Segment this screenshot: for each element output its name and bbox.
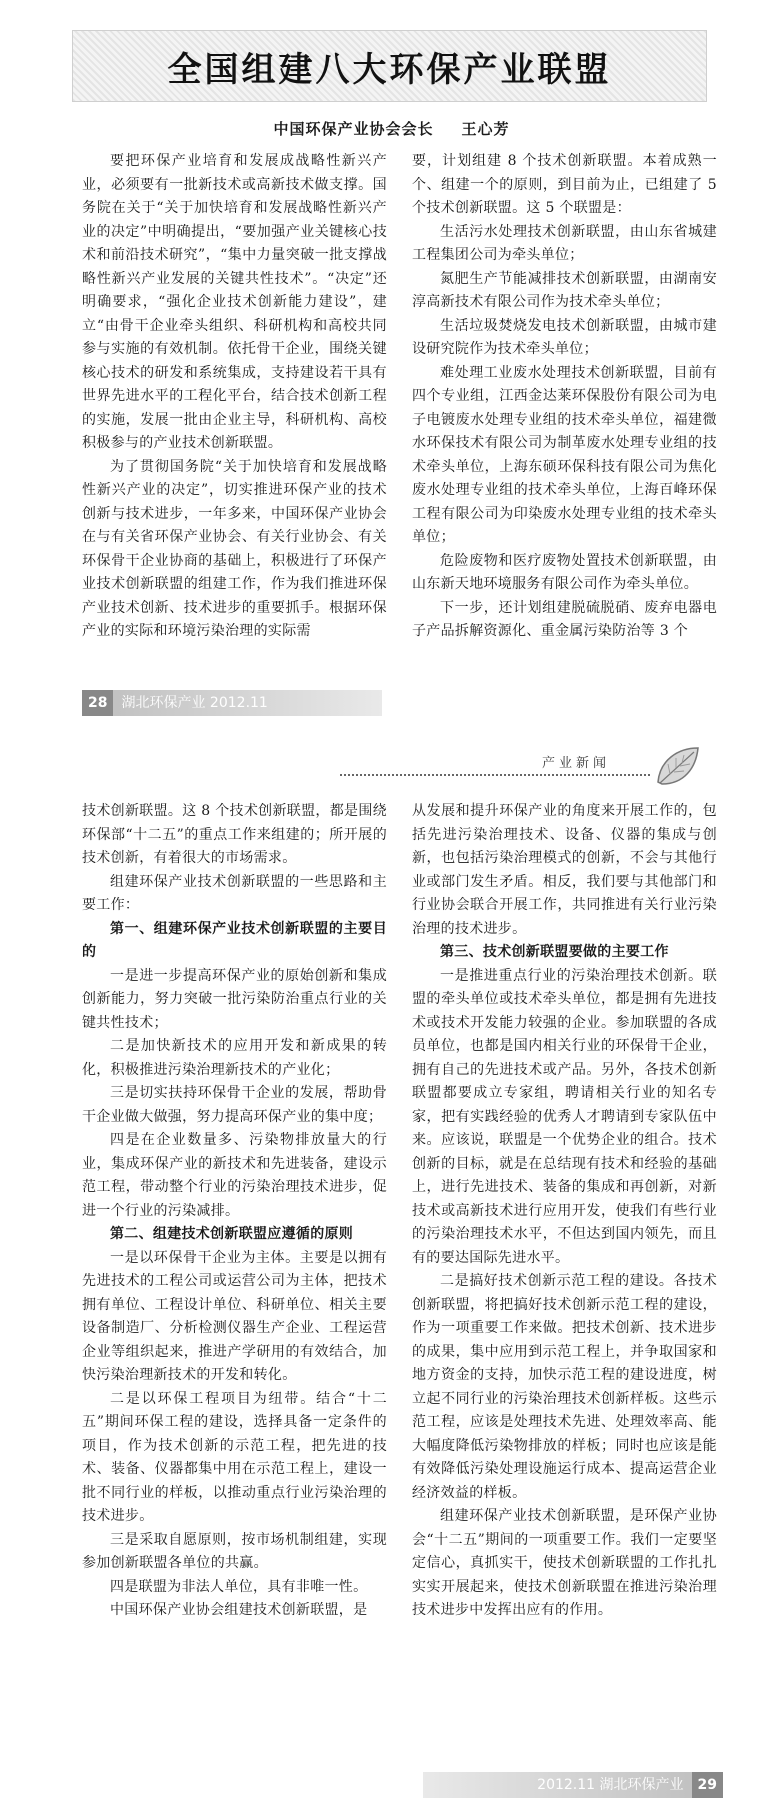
paragraph: 二是以环保工程项目为纽带。结合“十二五”期间环保工程的建设，选择具备一定条件的项目，作为技术创新的示范工程，把先进的技术、装备、仪器都集中用在示范工程上，建设一批不同行业的样板，以推动重点行业污染治理的技术进步。 <box>82 1390 387 1524</box>
column-bottom-right <box>412 800 717 1623</box>
section-heading: 第三、技术创新联盟要做的主要工作 <box>440 944 669 960</box>
section-heading: 第二、组建技术创新联盟应遵循的原则 <box>110 1226 354 1242</box>
paragraph: 一是进一步提高环保产业的原始创新和集成创新能力，努力突破一批污染防治重点行业的关键共性技术； <box>82 967 387 1031</box>
author-name: 王心芳 <box>461 120 510 138</box>
footer-label: 2012.11 湖北环保产业 <box>537 1777 684 1793</box>
paragraph: 中国环保产业协会组建技术创新联盟，是 <box>110 1602 368 1618</box>
paragraph: 一是推进重点行业的污染治理技术创新。联盟的牵头单位或技术牵头单位，都是拥有先进技术或技术开发能力较强的企业。参加联盟的各成员单位，也都是国内相关行业的环保骨干企业，拥有自己的先进技术或产品。另外，各技术创新联盟都要成立专家组，聘请相关行业的知名专家，把有实践经验的优秀人才聘请到专家队伍中来。应该说，联盟是一个优势企业的组合。技术创新的目标，就是在总结现有技术和经验的基础上，进行先进技术、装备的集成和再创新，对新技术或高新技术进行应用开发，使我们有些行业的污染治理技术水平，不但达到国内领先，而且有的要达国际先进水平。 <box>412 967 717 1266</box>
paragraph: 氮肥生产节能减排技术创新联盟，由湖南安淳高新技术有限公司作为技术牵头单位； <box>412 270 717 310</box>
paragraph: 组建环保产业技术创新联盟，是环保产业协会“十二五”期间的一项重要工作。我们一定要坚定信心，真抓实干，使技术创新联盟的工作扎扎实实开展起来，使技术创新联盟在推进污染治理技术进步中发挥出应有的作用。 <box>412 1508 717 1618</box>
page-28 <box>0 0 783 730</box>
paragraph: 生活垃圾焚烧发电技术创新联盟，由城市建设研究院作为技术牵头单位； <box>412 317 717 357</box>
paragraph: 生活污水处理技术创新联盟，由山东省城建工程集团公司为牵头单位； <box>412 223 717 263</box>
section-heading: 第一、组建环保产业技术创新联盟的主要目的 <box>82 920 387 960</box>
leaf-icon <box>654 744 702 788</box>
paragraph: 难处理工业废水处理技术创新联盟，目前有四个专业组，江西金达莱环保股份有限公司为电子电镀废水处理专业组的技术牵头单位，福建微水环保技术有限公司为制革废水处理专业组的技术牵头单位，上海东硕环保科技有限公司为焦化废水处理专业组的技术牵头单位，上海百峰环保工程有限公司为印染废水处理专业组的技术牵头单位； <box>412 364 717 545</box>
paragraph: 四是在企业数量多、污染物排放量大的行业，集成环保产业的新技术和先进装备，建设示范工程，带动整个行业的污染治理技术进步，促进一个行业的污染减排。 <box>82 1132 387 1219</box>
paragraph: 三是采取自愿原则，按市场机制组建，实现参加创新联盟各单位的共赢。 <box>82 1531 387 1571</box>
page-29 <box>0 742 783 1810</box>
paragraph: 技术创新联盟。这 8 个技术创新联盟，都是围绕环保部“十二五”的重点工作来组建的；所开展的技术创新，有着很大的市场需求。 <box>82 803 387 866</box>
footer-page-28 <box>82 690 382 716</box>
paragraph: 下一步，还计划组建脱硫脱硝、废弃电器电子产品拆解资源化、重金属污染防治等 3 个 <box>412 599 717 639</box>
paragraph: 要，计划组建 8 个技术创新联盟。本着成熟一个、组建一个的原则，到目前为止，已组建了 5 个技术创新联盟。这 5 个联盟是： <box>412 153 717 216</box>
paragraph: 三是切实扶持环保骨干企业的发展，帮助骨干企业做大做强，努力提高环保产业的集中度； <box>82 1085 387 1125</box>
author-position: 中国环保产业协会会长 <box>273 120 434 138</box>
column-top-right <box>412 150 717 644</box>
page-number: 28 <box>82 690 113 716</box>
paragraph: 要把环保产业培育和发展成战略性新兴产业，必须要有一批新技术或高新技术做支撑。国务院在关于“关于加快培育和发展战略性新兴产业的决定”中明确提出，“要加强产业关键核心技术和前沿技术研究”，“集中力量突破一批支撑战略性新兴产业发展的关键共性技术”。“决定”还明确要求，“强化企业技术创新能力建设”，建立“由骨干企业牵头组织、科研机构和高校共同参与实施的有效机制。依托骨干企业，围绕关键核心技术的研发和系统集成，支持建设若干具有世界先进水平的工程化平台，结合技术创新工程的实施，发展一批由企业主导，科研机构、高校积极参与的产业技术创新联盟。 <box>82 153 387 451</box>
paragraph: 一是以环保骨干企业为主体。主要是以拥有先进技术的工程公司或运营公司为主体，把技术拥有单位、工程设计单位、科研单位、相关主要设备制造厂、分析检测仪器生产企业、工程运营企业等组织起来，推进产学研用的有效结合，加快污染治理新技术的开发和转化。 <box>82 1249 387 1383</box>
paragraph: 从发展和提升环保产业的角度来开展工作的，包括先进污染治理技术、设备、仪器的集成与创新，也包括污染治理模式的创新，不会与其他行业或部门发生矛盾。相反，我们要与其他部门和行业协会联合开展工作，共同推进有关行业污染治理的技术进步。 <box>412 803 717 937</box>
paragraph: 危险废物和医疗废物处置技术创新联盟，由山东新天地环境服务有限公司作为牵头单位。 <box>412 552 717 592</box>
section-header <box>340 752 670 788</box>
paragraph: 组建环保产业技术创新联盟的一些思路和主要工作： <box>82 873 387 913</box>
paragraph: 二是加快新技术的应用开发和新成果的转化，积极推进污染治理新技术的产业化； <box>82 1038 387 1078</box>
title-banner <box>72 30 707 102</box>
paragraph: 四是联盟为非法人单位，具有非唯一性。 <box>110 1578 368 1595</box>
footer-label: 湖北环保产业 2012.11 <box>121 695 268 711</box>
column-bottom-left <box>82 800 387 1623</box>
section-label: 产业新闻 <box>541 756 610 771</box>
footer-page-29 <box>423 1772 723 1798</box>
column-top-left <box>82 150 387 644</box>
section-divider <box>340 774 650 776</box>
page-number: 29 <box>692 1772 723 1798</box>
article-title: 全国组建八大环保产业联盟 <box>167 49 612 90</box>
author-line <box>0 118 783 139</box>
paragraph: 为了贯彻国务院“关于加快培育和发展战略性新兴产业的决定”，切实推进环保产业的技术创新与技术进步，一年多来，中国环保产业协会在与有关省环保产业协会、有关行业协会、有关环保骨干企业协商的基础上，积极进行了环保产业技术创新联盟的组建工作，作为我们推进环保产业技术创新、技术进步的重要抓手。根据环保产业的实际和环境污染治理的实际需 <box>82 458 387 639</box>
paragraph: 二是搞好技术创新示范工程的建设。各技术创新联盟，将把搞好技术创新示范工程的建设，作为一项重要工作来做。把技术创新、技术进步的成果，集中应用到示范工程上，并争取国家和地方资金的支持，加快示范工程的建设进度，树立起不同行业的污染治理技术创新样板。这些示范工程，应该是处理技术先进、处理效率高、能大幅度降低污染物排放的样板；同时也应该是能有效降低污染处理设施运行成本、提高运营企业经济效益的样板。 <box>412 1273 717 1501</box>
